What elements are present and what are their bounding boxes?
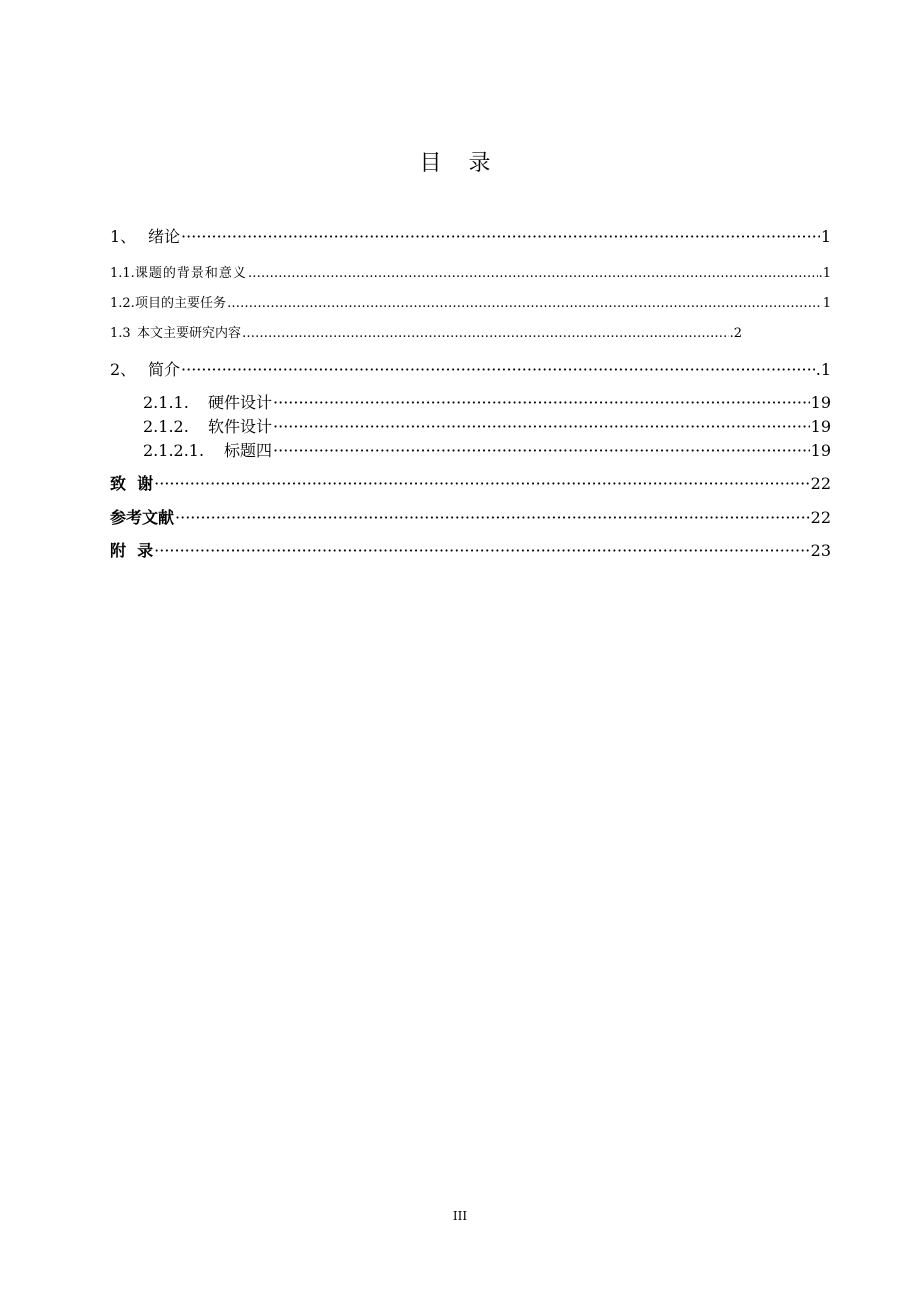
toc-entry-label: 致 谢 bbox=[110, 474, 154, 493]
toc-entry-number: 2.1.2.1. bbox=[143, 441, 205, 460]
toc-leader bbox=[273, 393, 810, 412]
toc-entry-label: 参考文献 bbox=[110, 508, 175, 527]
toc-entry[interactable] bbox=[110, 262, 831, 281]
toc-leader bbox=[227, 296, 822, 311]
toc-entry[interactable] bbox=[110, 292, 831, 311]
toc-entry[interactable] bbox=[110, 322, 742, 341]
toc-entry-page: 22 bbox=[810, 474, 831, 493]
toc-entry-label: 简介 bbox=[148, 360, 181, 379]
toc-entry-number: 2.1.1. bbox=[143, 393, 189, 412]
toc-entry-page: 19 bbox=[810, 441, 831, 460]
toc-leader bbox=[248, 266, 818, 281]
toc-entry-label: 附 录 bbox=[110, 541, 154, 560]
toc-entry[interactable] bbox=[110, 224, 831, 247]
toc-entry-page: 19 bbox=[810, 393, 831, 412]
toc-entry-label: 本文主要研究内容 bbox=[137, 326, 242, 341]
toc-leader bbox=[175, 508, 810, 527]
toc-leader bbox=[181, 360, 815, 379]
toc-entry-label: 硬件设计 bbox=[208, 393, 273, 412]
toc-entry[interactable] bbox=[110, 471, 831, 494]
toc-entry[interactable] bbox=[110, 357, 831, 380]
toc-entry-label: 课题的背景和意义 bbox=[134, 266, 247, 281]
toc-entry-page: 23 bbox=[810, 541, 831, 560]
toc-entry-label: 项目的主要任务 bbox=[135, 296, 227, 311]
toc-leader bbox=[273, 441, 810, 460]
toc-entry-page: 19 bbox=[810, 417, 831, 436]
toc-entry[interactable] bbox=[110, 505, 831, 528]
toc-entry-page: 22 bbox=[810, 508, 831, 527]
toc-leader bbox=[181, 227, 820, 246]
toc-leader bbox=[242, 326, 729, 341]
toc-leader bbox=[154, 541, 809, 560]
toc-entry[interactable] bbox=[143, 390, 831, 413]
toc-entry-number: 1.3 bbox=[110, 326, 131, 341]
toc-entry-page: .1 bbox=[815, 360, 831, 379]
toc-entry-number: 1.1. bbox=[110, 266, 135, 281]
page-title: 目 录 bbox=[419, 151, 501, 176]
toc-entry-page: 1 bbox=[822, 296, 831, 311]
toc-leader bbox=[273, 417, 810, 436]
toc-entry-page: 1 bbox=[820, 227, 831, 246]
toc-leader bbox=[154, 474, 809, 493]
toc-entry[interactable] bbox=[143, 414, 831, 437]
toc-entry-number: 2.1.2. bbox=[143, 417, 189, 436]
toc-entry-page: .1 bbox=[818, 266, 831, 281]
toc-entry-label: 绪论 bbox=[148, 227, 181, 246]
toc-entry-label: 标题四 bbox=[224, 441, 273, 460]
footer-page-number: III bbox=[452, 1209, 468, 1223]
toc-entry[interactable] bbox=[110, 538, 831, 561]
toc-entry-page: .2 bbox=[729, 326, 742, 341]
toc-entry-label: 软件设计 bbox=[208, 417, 273, 436]
toc-entry-number: 1.2. bbox=[110, 296, 135, 311]
toc-entry[interactable] bbox=[143, 438, 831, 461]
toc-entry-number: 1、 bbox=[110, 227, 137, 246]
toc-entry-number: 2、 bbox=[110, 360, 137, 379]
